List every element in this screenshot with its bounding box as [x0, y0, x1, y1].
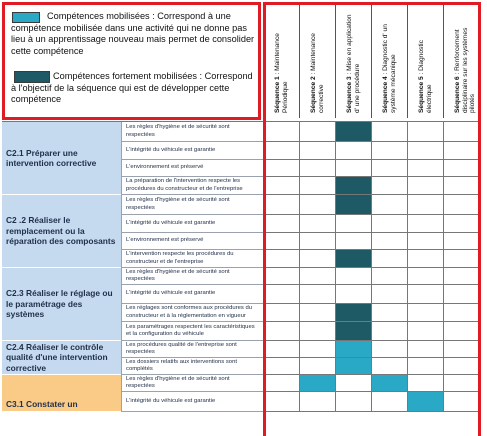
criterion-row: Les dossiers relatifs aux interventions sont complétés: [121, 358, 263, 375]
competence-label: C3.1 Constater un: [2, 375, 121, 412]
criterion-row: Les règles d'hygiène et de sécurité sont respectées: [121, 268, 263, 285]
criterion-row: Les réglages sont conformes aux procédures du constructeur et à la réglementation en vigueur: [121, 304, 263, 322]
criterion-row: L'environnement est préservé: [121, 233, 263, 250]
sequence-label: Séquence 5: [417, 76, 425, 113]
sequence-title: : Maintenance corrective: [309, 33, 325, 113]
competence-label: C2.1 Préparer une intervention corrective: [2, 122, 121, 195]
sequence-title: : Renforcement disciplinaire sur les systèmes pilotés: [453, 27, 476, 113]
sequence-label: Séquence 6: [453, 76, 461, 113]
criterion-row: Les procédures qualité de l'entreprise sont respectées: [121, 341, 263, 358]
sequence-label: Séquence 3: [345, 76, 353, 113]
criterion-row: La préparation de l'intervention respecte les procédures du constructeur et de l'entreprise: [121, 177, 263, 195]
competence-label: C2.3 Réaliser le réglage ou le paramétrage des systèmes: [2, 268, 121, 341]
criterion-row: L'intégrité du véhicule est garantie: [121, 142, 263, 160]
legend-box: [2, 2, 261, 120]
criterion-row: Les règles d'hygiène et de sécurité sont respectées: [121, 195, 263, 215]
legend-text-mobilised: Compétences mobilisées : Correspond à une compétence mobilisée dans une activité qui ne donne pas lieu à un apprentissage nouveau mais permet de consolider cette compétence: [11, 11, 255, 56]
competence-label: C2 .2 Réaliser le remplacement ou la réparation des composants: [2, 195, 121, 268]
criterion-row: L'environnement est préservé: [121, 160, 263, 177]
criterion-row: L'intégrité du véhicule est garantie: [121, 215, 263, 233]
sequence-label: Séquence 2: [309, 76, 317, 113]
sequence-label: Séquence 4: [381, 76, 389, 113]
sequence-title: : Mise en application d' une procédure: [345, 14, 361, 113]
sequence-title: : Diagnostic électrique: [417, 40, 433, 113]
sequence-highlight-frame: [263, 2, 481, 436]
criterion-row: L'intégrité du véhicule est garantie: [121, 285, 263, 304]
competence-label: C2.4 Réaliser le contrôle qualité d'une intervention corrective: [2, 341, 121, 375]
legend-text-strong: Compétences fortement mobilisées : Correspond à l'objectif de la séquence qui est de développer cette compétence: [11, 71, 253, 104]
sequence-label: Séquence 1: [273, 76, 281, 113]
criterion-row: L'intervention respecte les procédures du constructeur et de l'entreprise: [121, 250, 263, 268]
sequence-title: : Maintenance Périodique: [273, 33, 289, 113]
criterion-row: L'intégrité du véhicule est garantie: [121, 392, 263, 412]
criterion-row: Les règles d'hygiène et de sécurité sont respectées: [121, 122, 263, 142]
criterion-row: Les règles d'hygiène et de sécurité sont respectées: [121, 375, 263, 392]
sequence-title: : Diagnostic d' un système mécanique: [381, 24, 397, 113]
criterion-row: Les paramétrages respectent les caractéristiques et la configuration du véhicule: [121, 322, 263, 341]
